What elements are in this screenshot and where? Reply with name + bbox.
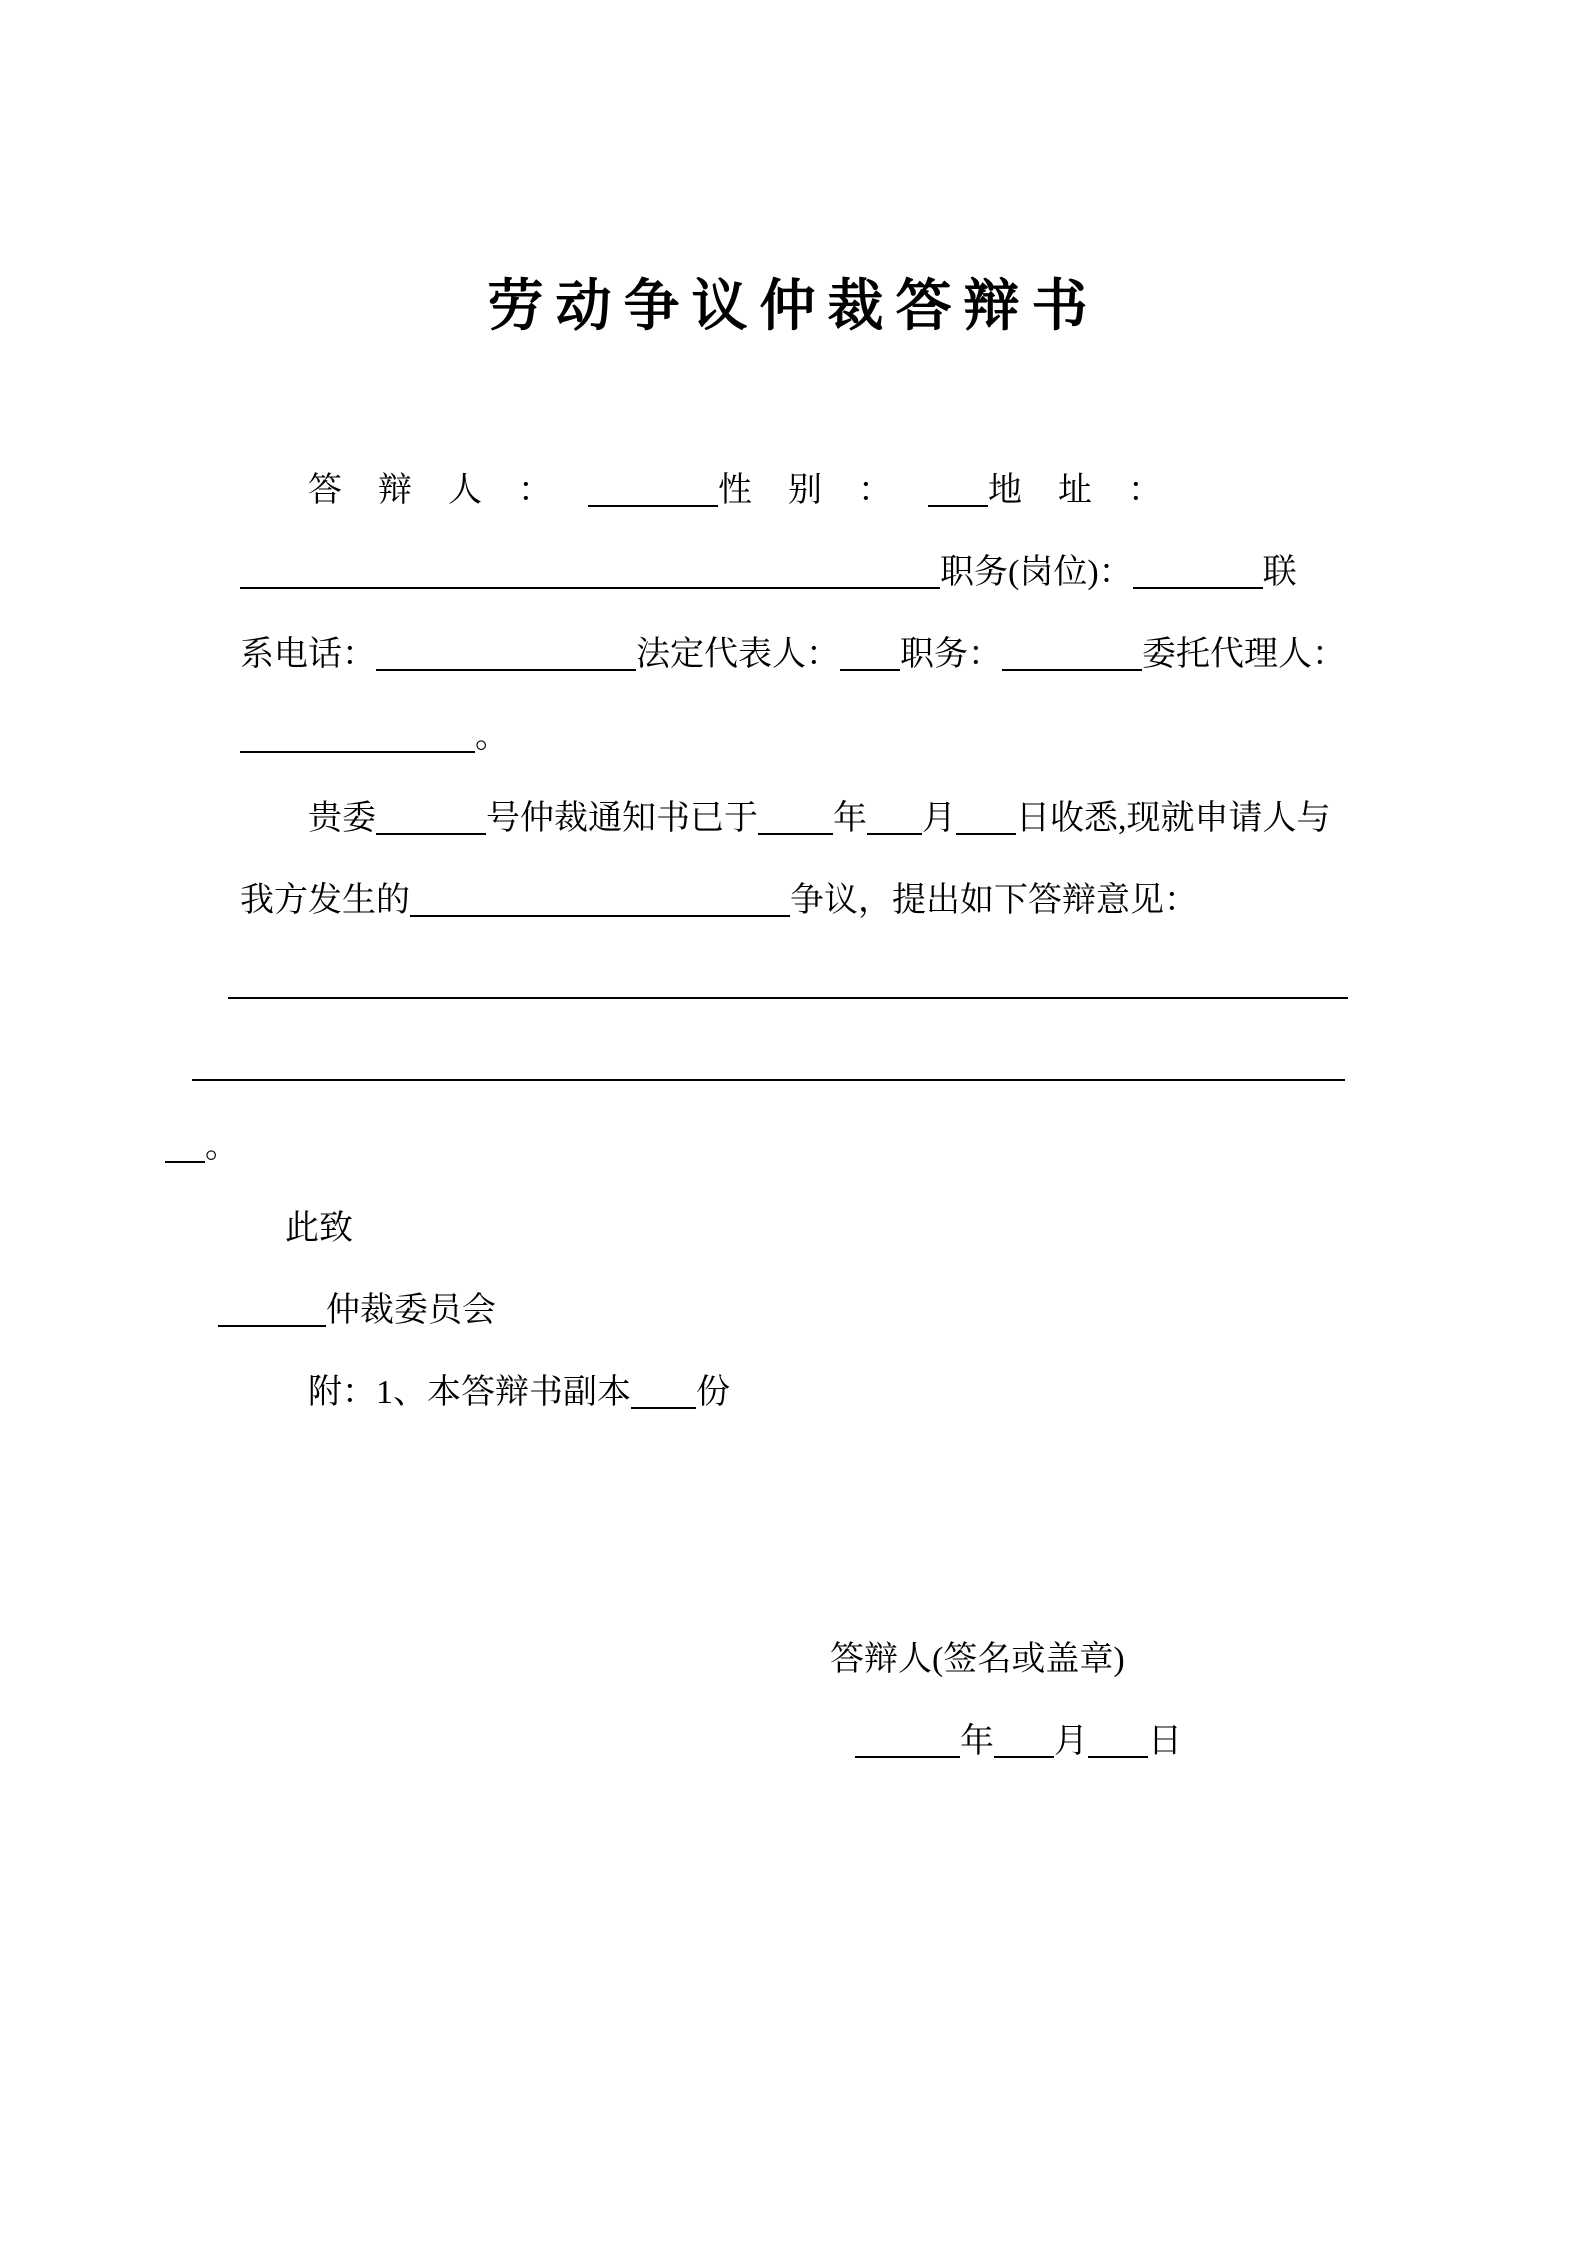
- text-segment: 性别：: [718, 472, 928, 509]
- text-segment: 我方发生的: [240, 882, 410, 919]
- text-segment: 日收悉,现就申请人与: [1016, 800, 1331, 837]
- blank-field: [956, 823, 1016, 835]
- text-segment: 年: [960, 1723, 994, 1760]
- text-segment: 附：1、本答辩书副本: [308, 1374, 631, 1411]
- text-segment: 月: [922, 800, 956, 837]
- blank-field: [410, 905, 790, 917]
- text-segment: 贵委: [308, 800, 376, 837]
- form-line: [855, 1701, 1587, 1783]
- blank-field: [994, 1746, 1054, 1758]
- blank-field: [240, 741, 475, 753]
- blank-field: [928, 495, 988, 507]
- blank-field: [758, 823, 833, 835]
- form-line: [228, 942, 1587, 1024]
- text-segment: 日: [1148, 1723, 1182, 1760]
- blank-field: [631, 1397, 696, 1409]
- blank-field: [1133, 577, 1263, 589]
- blank-field: [192, 1069, 1345, 1081]
- form-line: [218, 1270, 1587, 1352]
- form-line: [308, 778, 1587, 860]
- form-line: [240, 860, 1587, 942]
- blank-field: [218, 1315, 326, 1327]
- text-segment: 此致: [285, 1210, 353, 1247]
- text-segment: 。: [205, 1128, 239, 1165]
- form-line: [240, 696, 1587, 778]
- text-segment: 。: [475, 718, 509, 755]
- text-segment: 系电话：: [240, 636, 376, 673]
- blank-field: [228, 987, 1348, 999]
- text-segment: 年: [833, 800, 867, 837]
- text-segment: 地址：: [988, 472, 1198, 509]
- text-segment: 号仲裁通知书已于: [486, 800, 758, 837]
- text-segment: 份: [696, 1374, 730, 1411]
- party-info-block: [240, 450, 1587, 778]
- blank-field: [165, 1151, 205, 1163]
- form-line: [308, 1352, 1587, 1434]
- form-line: [308, 450, 1587, 532]
- document-body: [0, 450, 1587, 1783]
- text-segment: 委托代理人：: [1142, 636, 1346, 673]
- blank-field: [855, 1746, 960, 1758]
- text-segment: 联: [1262, 554, 1297, 591]
- form-line: [830, 1619, 1587, 1701]
- attachment-line-block: [240, 1352, 1587, 1434]
- text-segment: 争议，提出如下答辩意见：: [790, 882, 1198, 919]
- committee-line-block: [240, 1270, 1587, 1352]
- closing-salute-block: [240, 1188, 1587, 1270]
- form-line: [192, 1024, 1587, 1106]
- document-title: 劳动争议仲裁答辩书: [487, 276, 1100, 338]
- text-segment: 答辩人：: [308, 472, 588, 509]
- notice-paragraph-block: [205, 778, 1587, 1188]
- blank-field: [588, 495, 718, 507]
- form-line: [240, 614, 1587, 696]
- form-line: [165, 1106, 1587, 1188]
- text-segment: 职务：: [900, 636, 1002, 673]
- text-segment: 仲裁委员会: [326, 1292, 496, 1329]
- blank-field: [376, 659, 636, 671]
- signature-block: [240, 1619, 1587, 1783]
- form-line: [285, 1188, 1587, 1270]
- blank-field: [840, 659, 900, 671]
- blank-field: [240, 577, 940, 589]
- text-segment: 答辩人(签名或盖章): [830, 1641, 1125, 1678]
- blank-field: [1088, 1746, 1148, 1758]
- blank-field: [376, 823, 486, 835]
- text-segment: 月: [1054, 1723, 1088, 1760]
- blank-field: [1002, 659, 1142, 671]
- blank-field: [867, 823, 922, 835]
- form-line: [240, 532, 1587, 614]
- text-segment: 职务(岗位)：: [940, 554, 1133, 591]
- text-segment: 法定代表人：: [636, 636, 840, 673]
